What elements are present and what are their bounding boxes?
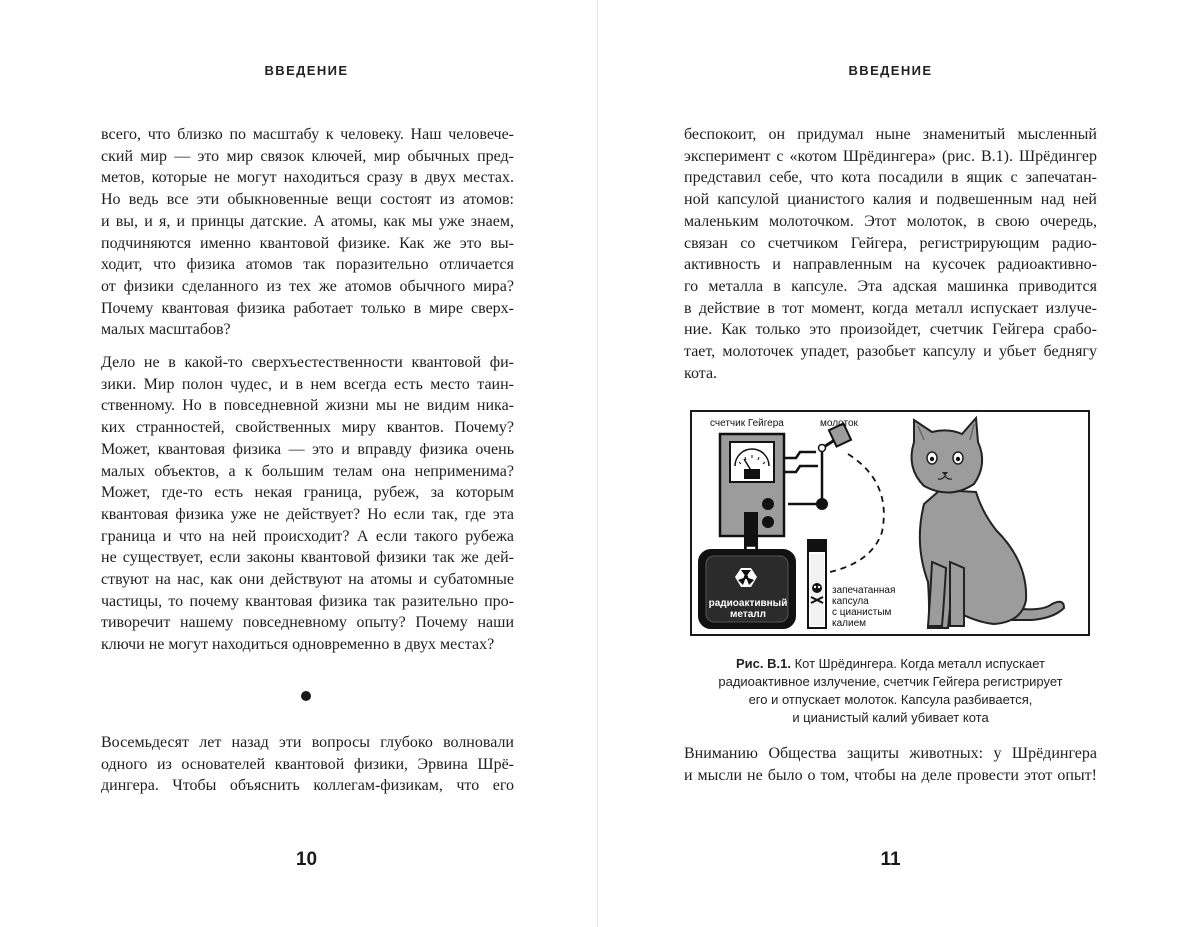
caption-line: Кот Шрёдингера. Когда металл испускает [794, 656, 1045, 671]
caption-title: Рис. В.1. [735, 656, 791, 671]
text-line: тиворечит нашему повседневному опыту? Почему наши [101, 614, 514, 632]
text-line: одного из основателей квантовой физики, Эрвина Шрё- [101, 755, 514, 773]
text-line: метов, которые не могут находиться сразу в двух местах. [101, 169, 514, 187]
text-line: Может, квантовая физика — это и вправду физика очень [101, 440, 514, 458]
capsule-label-line1: запечатанная [832, 585, 896, 596]
text-line: не существует, если законы квантовой физики так же дей- [101, 549, 514, 567]
hammer-swing-path [830, 454, 884, 572]
caption-line: его и отпускает молоток. Капсула разбивается, [748, 692, 1033, 707]
section-break-dot [301, 691, 311, 701]
text-line: го металла в капсуле. Эта адская машинка приводится [684, 277, 1097, 295]
hammer-label: молоток [820, 418, 858, 429]
left-page [0, 0, 597, 927]
capsule-label-line2: капсула [832, 596, 869, 607]
paragraph-1 [101, 124, 514, 341]
text-line: малых масштабов? [101, 321, 231, 339]
text-line: частицы, то почему квантовая физика так разительно про- [101, 592, 514, 610]
capsule-label-line4: калием [832, 618, 867, 629]
caption-line: и цианистый калий убивает кота [792, 710, 989, 725]
text-line: подчиняются именно квантовой физике. Как же это вы- [101, 234, 514, 252]
text-line: кота. [684, 364, 718, 382]
text-line: активность и направленным на кусочек радиоактивно- [684, 256, 1097, 274]
text-line: Почему квантовая физика работает только в мире сверх- [101, 299, 514, 317]
text-line: граница и что на ней происходит? А если такого рубежа [101, 527, 514, 545]
text-line: ский мир — это мир связок ключей, мир обычных пред- [101, 147, 514, 165]
text-line: Дело не в какой-то сверхъестественности квантовой фи- [101, 354, 514, 371]
text-line: зики. Мир полон чудес, и в нем всегда есть место таин- [101, 375, 514, 393]
text-line: маленьким молоточком. Этот молоток, в свою очередь, [684, 212, 1097, 230]
text-line: дингера. Чтобы объяснить коллегам-физикам, что его [101, 777, 514, 795]
metal-label-line2: металл [730, 609, 766, 620]
right-page [598, 0, 1195, 927]
text-line: ключи не могут находиться одновременно в двух местах? [101, 636, 495, 654]
hammer-pivot [816, 498, 828, 510]
page-number: 11 [880, 849, 901, 870]
text-line: квантовая физика уже не действует? Но если так, где эта [101, 505, 514, 523]
capsule-label-line3: с цианистым [832, 607, 892, 618]
text-line: ких странностей, свойственных миру квантов. Почему? [101, 419, 514, 437]
text-line: Может, где-то есть некая граница, рубеж, за которым [101, 484, 514, 502]
text-line: малых объектов, а к большим телам она неприменима? [101, 462, 514, 480]
paragraph-3 [101, 732, 514, 797]
text-line: Вниманию Общества защиты животных: у Шрёдингера [684, 745, 1097, 762]
text-line: эксперимент с «котом Шрёдингера» (рис. В.1). Шрёдингер [684, 147, 1097, 165]
paragraph-2 [101, 352, 514, 656]
figure-caption [684, 655, 1097, 727]
paragraph-1 [684, 124, 1097, 384]
geiger-knob [762, 498, 774, 510]
text-line: ние. Как только это произойдет, счетчик Гейгера срабо- [684, 321, 1097, 339]
page-number: 10 [295, 849, 318, 870]
text-line: и вы, и я, и принцы датские. А атомы, как мы уже знаем, [101, 212, 514, 230]
text-line: всего, что близко по масштабу к человеку. Наш человече- [101, 126, 514, 143]
text-line: связан со счетчиком Гейгера, регистрирующим радио- [684, 234, 1097, 252]
text-line: от физики сделанного из тех же атомов обычного мира? [101, 277, 514, 295]
running-head: ВВЕДЕНИЕ [848, 63, 933, 78]
text-line: ствуют на нас, как они действуют на атомы и субатомные [101, 571, 514, 589]
paragraph-2 [684, 743, 1097, 786]
schrodinger-cat-figure [690, 410, 1090, 636]
geiger-counter-label: счетчик Гейгера [710, 418, 784, 429]
text-line: представил себе, что кота посадили в ящик с запечатан- [684, 169, 1097, 187]
text-line: Но ведь все эти обыкновенные вещи состоят из атомов: [101, 191, 514, 209]
text-line: и мысли не было о том, чтобы на деле провести этот опыт! [684, 766, 1097, 784]
skull-icon [812, 583, 822, 593]
text-line: тает, молоточек упадет, разобьет капсулу и убьет беднягу [684, 343, 1097, 361]
text-line: ственному. Но в повседневной жизни мы не видим ника- [101, 397, 514, 415]
text-line: ходит, что физика атомов так поразительно отличается [101, 256, 514, 274]
text-line: в действие в тот момент, когда металл испускает излуче- [684, 299, 1097, 317]
text-line: Восемьдесят лет назад эти вопросы глубоко волновали [101, 734, 514, 751]
geiger-knob [762, 516, 774, 528]
text-line: беспокоит, он придумал ныне знаменитый мысленный [684, 126, 1097, 143]
running-head: ВВЕДЕНИЕ [264, 63, 349, 78]
cat-illustration [912, 418, 1064, 628]
metal-label-line1: радиоактивный [708, 598, 788, 609]
caption-line: радиоактивное излучение, счетчик Гейгера регистрирует [718, 674, 1063, 689]
text-line: ной капсулой цианистого калия и подвешенным над ней [684, 191, 1097, 209]
